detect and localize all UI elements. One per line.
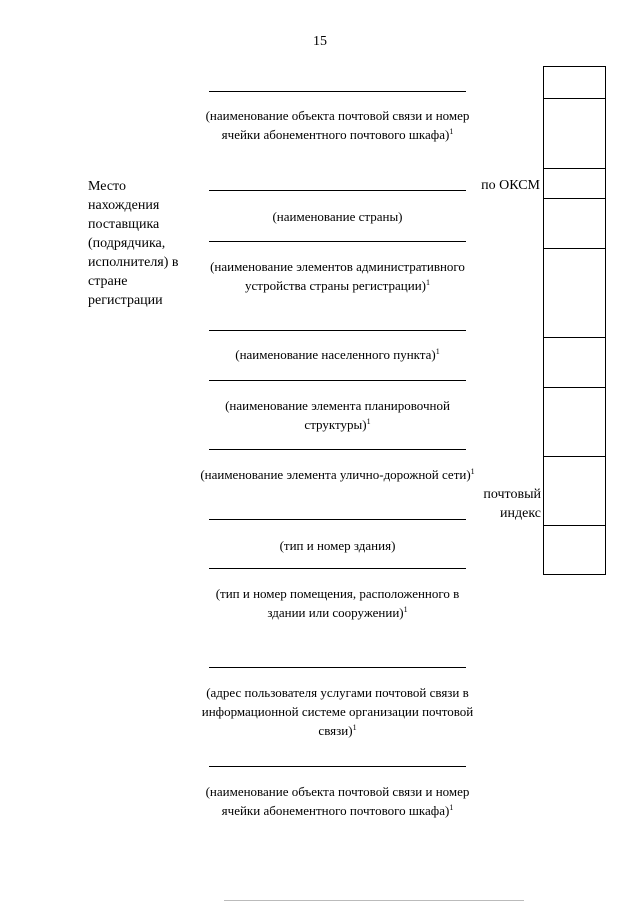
code-cell-divider <box>544 525 605 526</box>
postal-index-label-line1: почтовый <box>483 487 541 502</box>
code-column <box>543 66 606 575</box>
code-cell-divider <box>544 198 605 199</box>
caption-street: (наименование элемента улично-дорожной сети)$^1$ <box>200 467 475 482</box>
caption-planning-structure: (наименование элемента планировочной структуры)$^1$ <box>225 398 450 432</box>
supplier-location-label: Место нахождения поставщика (подрядчика, исполнителя) в стране регистрации <box>88 179 179 308</box>
caption-premises: (тип и номер помещения, расположенного в здании или сооружении)$^1$ <box>215 586 460 620</box>
code-cell-divider <box>544 387 605 388</box>
code-cell-divider <box>544 456 605 457</box>
code-cell-divider <box>544 168 605 169</box>
caption-user-address: (адрес пользователя услугами почтовой связи в информационной системе организации почтовой связи)$^1$ <box>201 685 474 738</box>
field-line-admin-units[interactable] <box>209 241 466 242</box>
caption-country: (наименование страны) <box>272 209 403 224</box>
page-number: 15 <box>313 34 327 49</box>
field-line-post-office-2[interactable] <box>209 766 466 767</box>
field-line-street[interactable] <box>209 449 466 450</box>
field-line-country[interactable] <box>209 190 466 191</box>
field-line-post-office[interactable] <box>209 91 466 92</box>
caption-building: (тип и номер здания) <box>279 538 396 553</box>
code-cell-divider <box>544 98 605 99</box>
code-cell-divider <box>544 337 605 338</box>
postal-index-label-line2: индекс <box>500 506 541 521</box>
field-line-settlement[interactable] <box>209 330 466 331</box>
oksm-label: по ОКСМ <box>481 178 540 193</box>
caption-post-office: (наименование объекта почтовой связи и номер ячейки абонементного почтового шкафа)$^1$ <box>205 108 470 142</box>
caption-admin-units: (наименование элементов административного устройства страны регистрации)$^1$ <box>210 259 465 293</box>
field-line-building[interactable] <box>209 519 466 520</box>
page-bottom-edge <box>224 900 524 901</box>
code-cell-divider <box>544 248 605 249</box>
field-line-planning-structure[interactable] <box>209 380 466 381</box>
caption-post-office-2: (наименование объекта почтовой связи и номер ячейки абонементного почтового шкафа)$^1$ <box>205 784 470 818</box>
field-line-premises[interactable] <box>209 568 466 569</box>
caption-settlement: (наименование населенного пункта)$^1$ <box>235 347 440 362</box>
field-line-user-address[interactable] <box>209 667 466 668</box>
